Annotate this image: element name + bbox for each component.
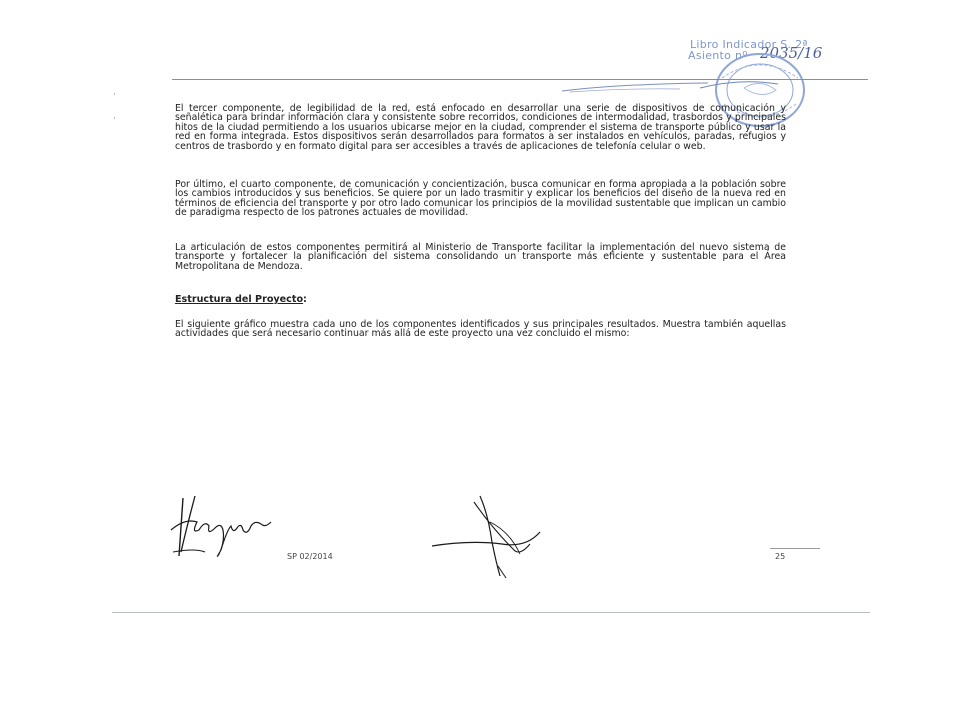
page-number-rule (770, 548, 820, 549)
paragraph-communication: Por último, el cuarto componente, de comunicación y concientización, busca comunicar en forma apropiada a la población sobre los cambios introducidos y sus beneficios. Se quiere por un lado trasmitir y explicar los beneficios del diseño de la nueva red en términos de eficiencia del transporte y por otro lado comunicar los principios de la movilidad sustentable que implican un cambio de paradigma respecto de los patrones actuales de movilidad. (175, 179, 786, 219)
paragraph-structure: El siguiente gráfico muestra cada uno de los componentes identificados y sus principales resultados. Muestra también aquellas actividades que será necesario continuar más allá de este proyecto una vez concluido el mismo: (175, 319, 786, 340)
section-heading-colon: : (303, 294, 307, 305)
signature-left-icon (165, 490, 285, 565)
footer-document-code: SP 02/2014 (287, 552, 333, 561)
margin-mark: · (113, 90, 116, 100)
paragraph-articulation: La articulación de estos componentes permitirá al Ministerio de Transporte facilitar la implementación del nuevo sistema de transporte y fortalecer la planificación del sistema consolidando un transporte más eficiente y sustentable para el Área Metropolitana de Mendoza. (175, 242, 786, 272)
section-heading-text: Estructura del Proyecto (175, 294, 304, 305)
page-bottom-rule (112, 612, 870, 613)
signature-right-icon (430, 492, 555, 580)
margin-mark: · (113, 114, 116, 124)
stamp-entry-line: Asiento nº (688, 49, 748, 62)
stamp-handwritten-number: 2035/16 (760, 44, 823, 62)
pen-stroke-icon (560, 80, 710, 94)
paragraph-legibility: El tercer componente, de legibilidad de la red, está enfocado en desarrollar una serie de dispositivos de comunicación y señalética para brindar información clara y consistente sobre recorridos, condiciones de intermodalidad, trasbordos y principales hitos de la ciudad permitiendo a los usuarios ubicarse mejor en la ciudad, comprender el sistema de transporte público y usar la red en forma integrada. Estos dispositivos serán desarrollados para formatos a ser instalados en vehículos, paradas, refugios y centros de trasbordo y en formato digital para ser accesibles a través de aplicaciones de telefonía celular o web. (175, 103, 786, 152)
stamp-registry-line: Libro Indicador S. 2ª (690, 38, 808, 51)
page-number: 25 (775, 552, 786, 561)
header-rule (172, 79, 868, 80)
section-heading (175, 294, 307, 305)
